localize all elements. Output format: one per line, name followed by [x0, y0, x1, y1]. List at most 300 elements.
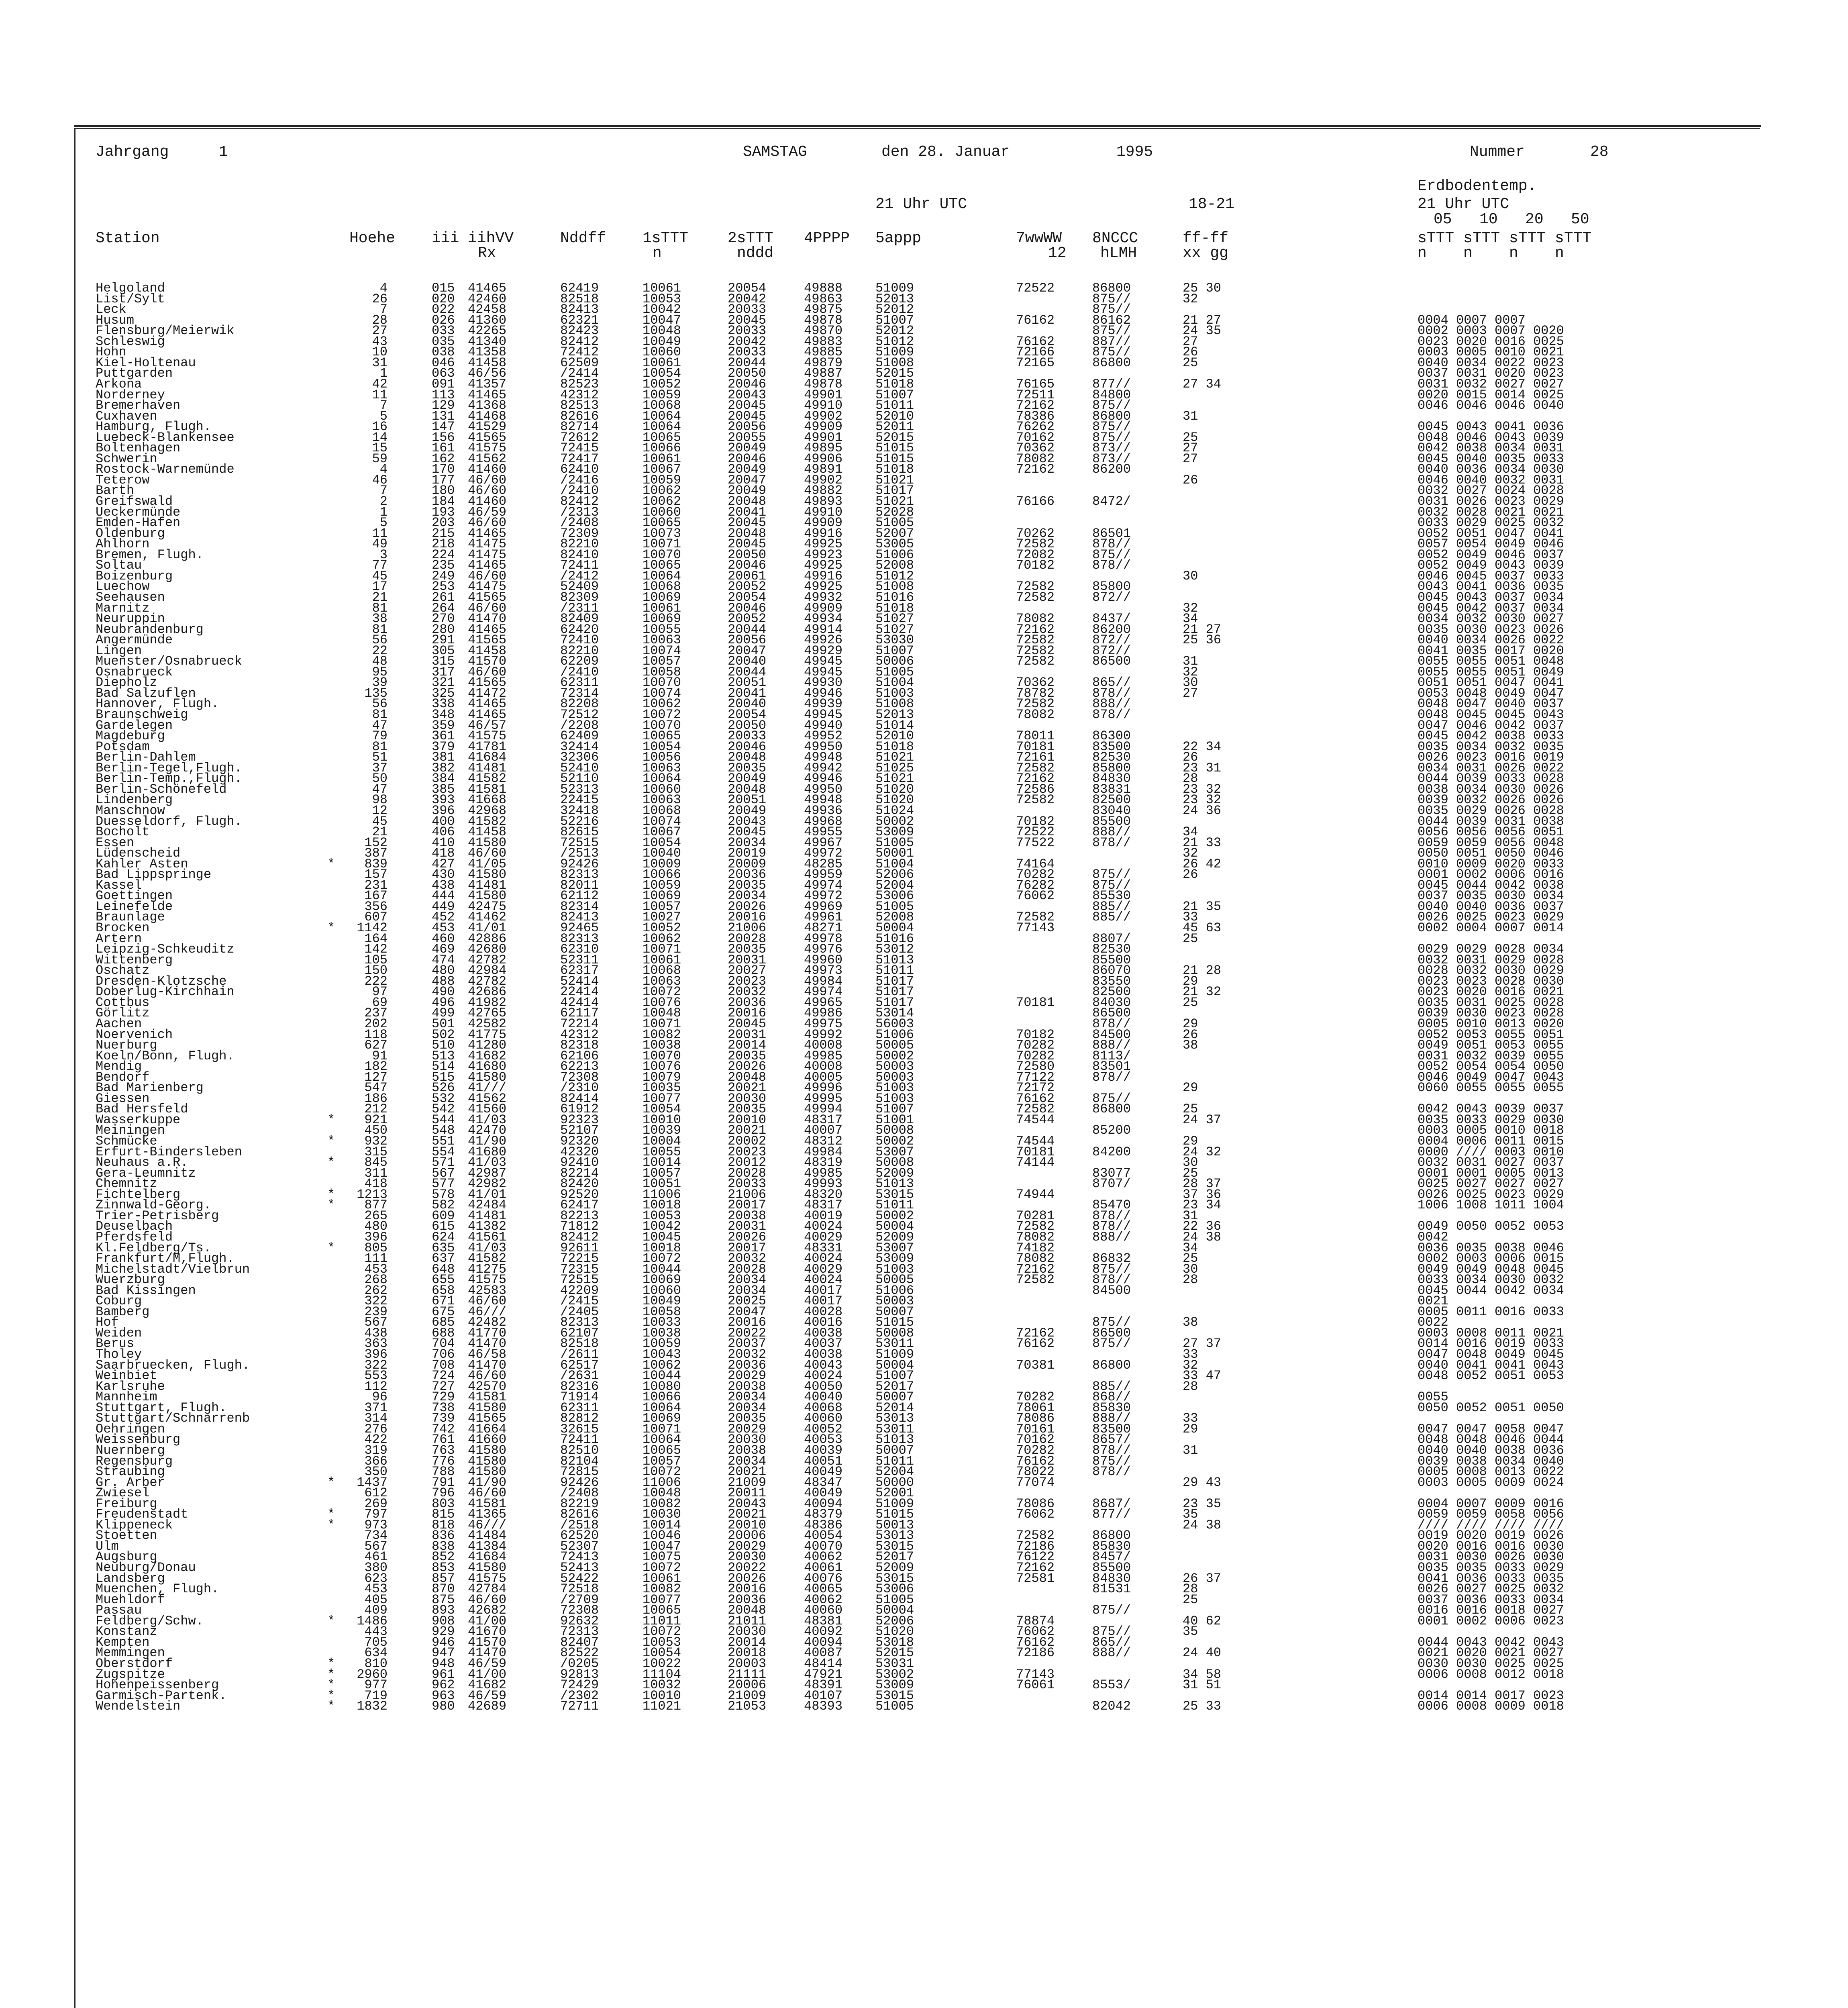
cell-ttt1: 10070 [643, 547, 681, 562]
table-row [92, 347, 1638, 358]
cell-hoehe: 797 [364, 1507, 388, 1522]
scan-line-top [74, 125, 1761, 127]
cell-iii: 253 [432, 579, 455, 594]
cell-ttt1: 10059 [643, 472, 681, 488]
cell-iihvv: 46/60 [468, 1294, 507, 1309]
cell-ttt1: 10044 [643, 1261, 681, 1277]
cell-iihvv: 42984 [468, 963, 507, 978]
cell-pppp: 48386 [804, 1517, 843, 1533]
cell-soil: 0001 0002 0006 0016 [1418, 867, 1564, 882]
cell-ff: 26 37 [1183, 1571, 1222, 1586]
table-row [92, 526, 1638, 541]
table-row [92, 1584, 1638, 1595]
cell-iii: 453 [432, 920, 455, 935]
col-wwww: 7wwWW [1016, 230, 1062, 247]
cell-iihvv: 41458 [468, 643, 507, 658]
cell-ff: 22 36 [1183, 1219, 1222, 1234]
cell-nccc: 86200 [1092, 622, 1131, 637]
cell-ttt2: 20029 [728, 1421, 767, 1437]
cell-iii: 582 [432, 1198, 455, 1213]
cell-iihvv: 41664 [468, 1421, 507, 1437]
table-row [92, 1261, 1638, 1277]
cell-appp: 51015 [875, 451, 914, 466]
cell-wwww: 74944 [1016, 1187, 1055, 1202]
cell-iihvv: 41275 [468, 1261, 507, 1277]
cell-iii: 449 [432, 899, 455, 914]
cell-station: Kiel-Holtenau [96, 355, 196, 370]
cell-soil: 0043 0041 0036 0035 [1418, 579, 1564, 594]
cell-hoehe: 152 [364, 835, 388, 850]
cell-station: Garmisch-Partenk. [96, 1688, 227, 1703]
table-row [92, 1677, 1638, 1693]
cell-soil: 0037 0031 0020 0023 [1418, 366, 1564, 381]
cell-ff: 21 33 [1183, 835, 1222, 850]
cell-hoehe: 547 [364, 1080, 388, 1096]
cell-iihvv: 41580 [468, 835, 507, 850]
cell-pppp: 49929 [804, 643, 843, 658]
cell-station: Kl.Feldberg/Ts. [96, 1240, 212, 1255]
cell-ff: 38 [1183, 1038, 1198, 1053]
cell-nccc: 888// [1092, 1229, 1131, 1245]
cell-hoehe: 363 [364, 1336, 388, 1351]
cell-ttt1: 10018 [643, 1198, 681, 1213]
cell-soil: 0044 0039 0031 0038 [1418, 814, 1564, 829]
cell-nddff: 62209 [560, 654, 599, 669]
cell-station: Boizenburg [96, 568, 173, 584]
table-row [92, 1592, 1638, 1607]
cell-soil: 0004 0007 0007 [1418, 312, 1526, 328]
cell-iii: 578 [432, 1187, 455, 1202]
cell-iii: 046 [432, 355, 455, 370]
cell-ttt2: 20027 [728, 963, 767, 978]
cell-soil: 0044 0043 0042 0043 [1418, 1635, 1564, 1650]
cell-soil: 0001 0002 0006 0023 [1418, 1613, 1564, 1628]
cell-iihvv: 41280 [468, 1038, 507, 1053]
cell-appp: 50007 [875, 1390, 914, 1405]
cell-iihvv: 46/59 [468, 1688, 507, 1703]
cell-iii: 361 [432, 729, 455, 744]
table-row [92, 592, 1638, 603]
cell-station: Freiburg [96, 1496, 157, 1511]
cell-nddff: 72429 [560, 1677, 599, 1693]
cell-nccc: 86800 [1092, 1357, 1131, 1373]
col-ttt1-sub: n [653, 245, 662, 262]
cell-soil: 0049 0051 0053 0055 [1418, 1038, 1564, 1053]
cell-hoehe: 237 [364, 1006, 388, 1021]
cell-ff: 30 [1183, 568, 1198, 584]
cell-soil: 0045 0043 0041 0036 [1418, 419, 1564, 435]
cell-hoehe: 627 [364, 1038, 388, 1053]
cell-nddff: 92465 [560, 920, 599, 935]
cell-iihvv: 46/57 [468, 718, 507, 733]
cell-nccc: 875// [1092, 877, 1131, 893]
mountain-station-mark: * [327, 1198, 335, 1213]
mountain-station-mark: * [327, 1134, 335, 1149]
cell-station: Bamberg [96, 1304, 150, 1319]
table-row [92, 579, 1638, 594]
cell-ttt2: 21053 [728, 1699, 767, 1714]
cell-station: Zwiesel [96, 1486, 150, 1501]
cell-appp: 52009 [875, 1165, 914, 1181]
cell-ttt1: 10065 [643, 729, 681, 744]
cell-iihvv: 42765 [468, 1006, 507, 1021]
cell-ttt2: 20052 [728, 579, 767, 594]
cell-iii: 393 [432, 792, 455, 808]
date-label: den 28. Januar [881, 143, 1010, 161]
col-nddff: Nddff [560, 230, 606, 247]
cell-nccc: 872// [1092, 643, 1131, 658]
cell-wwww: 78386 [1016, 408, 1055, 424]
table-row [92, 464, 1638, 475]
col-ff-sub: xx gg [1183, 245, 1229, 262]
cell-wwww: 72582 [1016, 792, 1055, 808]
cell-nccc: 86832 [1092, 1251, 1131, 1266]
cell-iii: 488 [432, 973, 455, 989]
table-row [92, 1637, 1638, 1648]
cell-nddff: 72309 [560, 526, 599, 541]
cell-ff: 34 [1183, 611, 1198, 626]
cell-pppp: 40019 [804, 1208, 843, 1223]
cell-iihvv: 42582 [468, 1016, 507, 1031]
cell-iii: 444 [432, 888, 455, 904]
col-soil-sub: n n n n [1418, 245, 1564, 262]
cell-appp: 51016 [875, 590, 914, 605]
cell-nddff: 72711 [560, 1699, 599, 1714]
cell-iii: 761 [432, 1432, 455, 1447]
cell-hoehe: 276 [364, 1421, 388, 1437]
cell-iii: 113 [432, 387, 455, 402]
cell-nddff: 82412 [560, 334, 599, 349]
cell-hoehe: 623 [364, 1571, 388, 1586]
mountain-station-mark: * [327, 1613, 335, 1628]
cell-appp: 52009 [875, 1560, 914, 1575]
cell-hoehe: 921 [364, 1112, 388, 1127]
cell-soil: 0005 0008 0013 0022 [1418, 1464, 1564, 1479]
cell-hoehe: 380 [364, 1560, 388, 1575]
cell-station: Lindenberg [96, 792, 173, 808]
cell-iii: 379 [432, 739, 455, 754]
cell-nddff: 52110 [560, 771, 599, 786]
cell-wwww: 72166 [1016, 345, 1055, 360]
jahrgang-label: Jahrgang [96, 143, 169, 161]
cell-ttt2: 20050 [728, 718, 767, 733]
table-row [92, 547, 1638, 562]
cell-nddff: 72411 [560, 558, 599, 573]
cell-soil: 0038 0034 0030 0026 [1418, 782, 1564, 797]
cell-pppp: 49984 [804, 973, 843, 989]
table-row [92, 539, 1638, 550]
cell-hoehe: 350 [364, 1464, 388, 1479]
cell-soil: 0040 0034 0022 0023 [1418, 355, 1564, 370]
table-row [92, 451, 1638, 466]
cell-appp: 50002 [875, 1134, 914, 1149]
cell-nddff: 62213 [560, 1059, 599, 1074]
cell-pppp: 49986 [804, 1006, 843, 1021]
cell-appp: 52008 [875, 910, 914, 925]
cell-nccc: 878// [1092, 1272, 1131, 1288]
table-row [92, 1272, 1638, 1288]
cell-hoehe: 212 [364, 1102, 388, 1117]
cell-appp: 51008 [875, 355, 914, 370]
cell-wwww: 78082 [1016, 611, 1055, 626]
cell-soil: 0034 0032 0030 0027 [1418, 611, 1564, 626]
cell-ff: 32 [1183, 664, 1198, 680]
cell-ttt2: 20022 [728, 1325, 767, 1341]
cell-pppp: 49992 [804, 1027, 843, 1042]
cell-ttt1: 10053 [643, 291, 681, 306]
cell-station: Wasserkuppe [96, 1112, 181, 1127]
cell-nccc: 86800 [1092, 355, 1131, 370]
cell-iihvv: 46/59 [468, 1656, 507, 1671]
cell-ff: 25 [1183, 430, 1198, 445]
cell-wwww: 72186 [1016, 1539, 1055, 1554]
cell-soil: 0006 0008 0012 0018 [1418, 1667, 1564, 1682]
cell-nddff: 42312 [560, 1027, 599, 1042]
cell-ttt2: 20056 [728, 419, 767, 435]
cell-ttt1: 10047 [643, 1539, 681, 1554]
cell-pppp: 49936 [804, 803, 843, 818]
cell-hoehe: 31 [372, 355, 388, 370]
cell-ttt2: 20051 [728, 675, 767, 690]
cell-ttt1: 10053 [643, 1635, 681, 1650]
cell-hoehe: 167 [364, 888, 388, 904]
cell-ttt2: 20032 [728, 984, 767, 1000]
cell-ff: 27 [1183, 441, 1198, 456]
cell-iihvv: 41582 [468, 814, 507, 829]
cell-nccc: 878// [1092, 1208, 1131, 1223]
table-row [92, 752, 1638, 763]
cell-soil: 0047 0047 0058 0047 [1418, 1421, 1564, 1437]
cell-soil: 0046 0040 0032 0031 [1418, 472, 1564, 488]
cell-nddff: 82510 [560, 1443, 599, 1458]
cell-appp: 51007 [875, 387, 914, 402]
cell-ttt1: 10082 [643, 1027, 681, 1042]
cell-pppp: 40092 [804, 1624, 843, 1639]
col-hoehe: Hoehe [349, 230, 396, 247]
cell-wwww: 70362 [1016, 441, 1055, 456]
cell-pppp: 48320 [804, 1187, 843, 1202]
cell-ttt1: 10065 [643, 430, 681, 445]
cell-wwww: 72582 [1016, 537, 1055, 552]
cell-ttt2: 20047 [728, 472, 767, 488]
cell-ttt1: 10042 [643, 302, 681, 317]
cell-ff: 34 58 [1183, 1667, 1222, 1682]
cell-ff: 33 [1183, 1347, 1198, 1362]
cell-iii: 577 [432, 1176, 455, 1192]
cell-iihvv: 41781 [468, 739, 507, 754]
cell-nddff: 82412 [560, 1229, 599, 1245]
cell-ttt2: 20045 [728, 824, 767, 840]
cell-pppp: 49974 [804, 984, 843, 1000]
cell-pppp: 49932 [804, 590, 843, 605]
cell-iihvv: 41/01 [468, 1187, 507, 1202]
cell-ttt1: 10047 [643, 312, 681, 328]
cell-pppp: 49925 [804, 537, 843, 552]
cell-iihvv: 41470 [468, 611, 507, 626]
cell-hoehe: 69 [372, 995, 388, 1010]
cell-ttt1: 10057 [643, 899, 681, 914]
cell-wwww: 77522 [1016, 835, 1055, 850]
cell-soil: 0046 0045 0037 0033 [1418, 568, 1564, 584]
cell-soil: 0023 0020 0016 0021 [1418, 984, 1564, 1000]
cell-soil: 0060 0055 0055 0055 [1418, 1080, 1564, 1096]
cell-nddff: 82210 [560, 643, 599, 658]
cell-pppp: 49995 [804, 1091, 843, 1106]
cell-nccc: 85830 [1092, 1400, 1131, 1415]
cell-station: Berus [96, 1336, 135, 1351]
cell-ttt1: 10052 [643, 376, 681, 392]
mountain-station-mark: * [327, 1475, 335, 1490]
table-row [92, 965, 1638, 976]
cell-ttt2: 20016 [728, 1582, 767, 1597]
cell-iihvv: 41/03 [468, 1240, 507, 1255]
cell-ff: 23 32 [1183, 792, 1222, 808]
cell-soil: 0045 0044 0042 0038 [1418, 877, 1564, 893]
cell-soil: 0056 0056 0056 0051 [1418, 824, 1564, 840]
col-nccc: 8NCCC [1092, 230, 1138, 247]
cell-hoehe: 1486 [357, 1613, 388, 1628]
cell-station: Bad Salzuflen [96, 686, 196, 701]
cell-iii: 514 [432, 1059, 455, 1074]
cell-ff: 24 32 [1183, 1144, 1222, 1159]
cell-soil: 0055 0055 0051 0049 [1418, 664, 1564, 680]
cell-hoehe: 607 [364, 910, 388, 925]
cell-nddff: 62106 [560, 1048, 599, 1063]
table-row [92, 496, 1638, 507]
cell-nddff: 82011 [560, 877, 599, 893]
cell-iihvv: 41682 [468, 1048, 507, 1063]
cell-iii: 980 [432, 1699, 455, 1714]
cell-station: Straubing [96, 1464, 165, 1479]
table-row [92, 1349, 1638, 1360]
cell-nddff: 82407 [560, 1635, 599, 1650]
cell-wwww: 72082 [1016, 547, 1055, 562]
cell-ttt2: 20030 [728, 1091, 767, 1106]
cell-nddff: /2410 [560, 664, 599, 680]
cell-ff: 29 [1183, 973, 1198, 989]
cell-hoehe: 135 [364, 686, 388, 701]
cell-station: Passau [96, 1603, 142, 1618]
cell-ttt2: 20021 [728, 1080, 767, 1096]
cell-soil: 0042 0043 0039 0037 [1418, 1102, 1564, 1117]
cell-nccc: 81531 [1092, 1582, 1131, 1597]
col-iihvv: iihVV [468, 230, 514, 247]
cell-soil: 0045 0040 0035 0033 [1418, 451, 1564, 466]
cell-soil: 0005 0011 0016 0033 [1418, 1304, 1564, 1319]
cell-soil: 0014 0014 0017 0023 [1418, 1688, 1564, 1703]
cell-appp: 53002 [875, 1667, 914, 1682]
cell-ttt2: 20033 [728, 345, 767, 360]
cell-hoehe: 95 [372, 664, 388, 680]
cell-ttt2: 20036 [728, 1592, 767, 1607]
cell-station: Memmingen [96, 1645, 165, 1661]
table-row [92, 877, 1638, 893]
cell-station: Wuerzburg [96, 1272, 165, 1288]
cell-nddff: 92320 [560, 1134, 599, 1149]
table-row [92, 624, 1638, 635]
cell-ff: 23 32 [1183, 782, 1222, 797]
cell-iii: 235 [432, 558, 455, 573]
cell-wwww: 70381 [1016, 1357, 1055, 1373]
cell-nddff: 72612 [560, 430, 599, 445]
cell-station: Frankfurt/M,Flugh. [96, 1251, 235, 1266]
table-row [92, 803, 1638, 818]
cell-ttt1: 10057 [643, 1165, 681, 1181]
cell-iii: 396 [432, 803, 455, 818]
table-row [92, 1229, 1638, 1245]
cell-hoehe: 43 [372, 334, 388, 349]
cell-nccc: 83501 [1092, 1059, 1131, 1074]
cell-nccc: 875// [1092, 1091, 1131, 1106]
table-row [92, 1187, 1638, 1202]
cell-iihvv: 41382 [468, 1219, 507, 1234]
cell-soil: 0031 0032 0039 0055 [1418, 1048, 1564, 1063]
cell-pppp: 40070 [804, 1539, 843, 1554]
cell-hoehe: 16 [372, 419, 388, 435]
table-row [92, 920, 1638, 935]
cell-ttt2: 20021 [728, 1464, 767, 1479]
cell-wwww: 70281 [1016, 1208, 1055, 1223]
cell-appp: 51016 [875, 931, 914, 946]
cell-nddff: 82522 [560, 1645, 599, 1661]
cell-iihvv: 41358 [468, 345, 507, 360]
cell-ttt1: 10063 [643, 973, 681, 989]
cell-appp: 52014 [875, 1400, 914, 1415]
cell-pppp: 49948 [804, 750, 843, 765]
cell-appp: 53007 [875, 1144, 914, 1159]
cell-ttt1: 10068 [643, 963, 681, 978]
cell-iihvv: 42460 [468, 291, 507, 306]
cell-iii: 615 [432, 1219, 455, 1234]
cell-iihvv: 41570 [468, 1635, 507, 1650]
cell-appp: 52017 [875, 1379, 914, 1394]
cell-nddff: /2310 [560, 1080, 599, 1096]
cell-nddff: 82513 [560, 398, 599, 413]
cell-nddff: 32414 [560, 739, 599, 754]
table-row [92, 869, 1638, 880]
cell-nddff: 72315 [560, 1261, 599, 1277]
cell-pppp: 49909 [804, 515, 843, 531]
cell-pppp: 49946 [804, 686, 843, 701]
mountain-station-mark: * [327, 1699, 335, 1714]
cell-iii: 708 [432, 1357, 455, 1373]
cell-ff: 21 35 [1183, 899, 1222, 914]
cell-wwww: 77122 [1016, 1069, 1055, 1085]
cell-nddff: 82412 [560, 494, 599, 509]
cell-nddff: 42320 [560, 1144, 599, 1159]
cell-ttt2: 20019 [728, 846, 767, 861]
table-row [92, 1517, 1638, 1533]
cell-wwww: 72162 [1016, 771, 1055, 786]
cell-station: Bad Hersfeld [96, 1102, 188, 1117]
cell-hoehe: 105 [364, 952, 388, 967]
cell-nddff: 82615 [560, 824, 599, 840]
cell-pppp: 49996 [804, 1080, 843, 1096]
cell-nddff: 72512 [560, 707, 599, 722]
cell-ttt2: 20006 [728, 1528, 767, 1543]
cell-iii: 015 [432, 281, 455, 296]
cell-wwww: 77143 [1016, 1667, 1055, 1682]
cell-nddff: 82410 [560, 547, 599, 562]
cell-ttt2: 20035 [728, 1411, 767, 1426]
cell-nccc: 8687/ [1092, 1496, 1131, 1511]
table-row [92, 720, 1638, 731]
cell-nccc: 8553/ [1092, 1677, 1131, 1693]
cell-nddff: 72412 [560, 345, 599, 360]
cell-ttt2: 20029 [728, 1539, 767, 1554]
cell-iihvv: 41/00 [468, 1667, 507, 1682]
cell-station: Neuburg/Donau [96, 1560, 196, 1575]
